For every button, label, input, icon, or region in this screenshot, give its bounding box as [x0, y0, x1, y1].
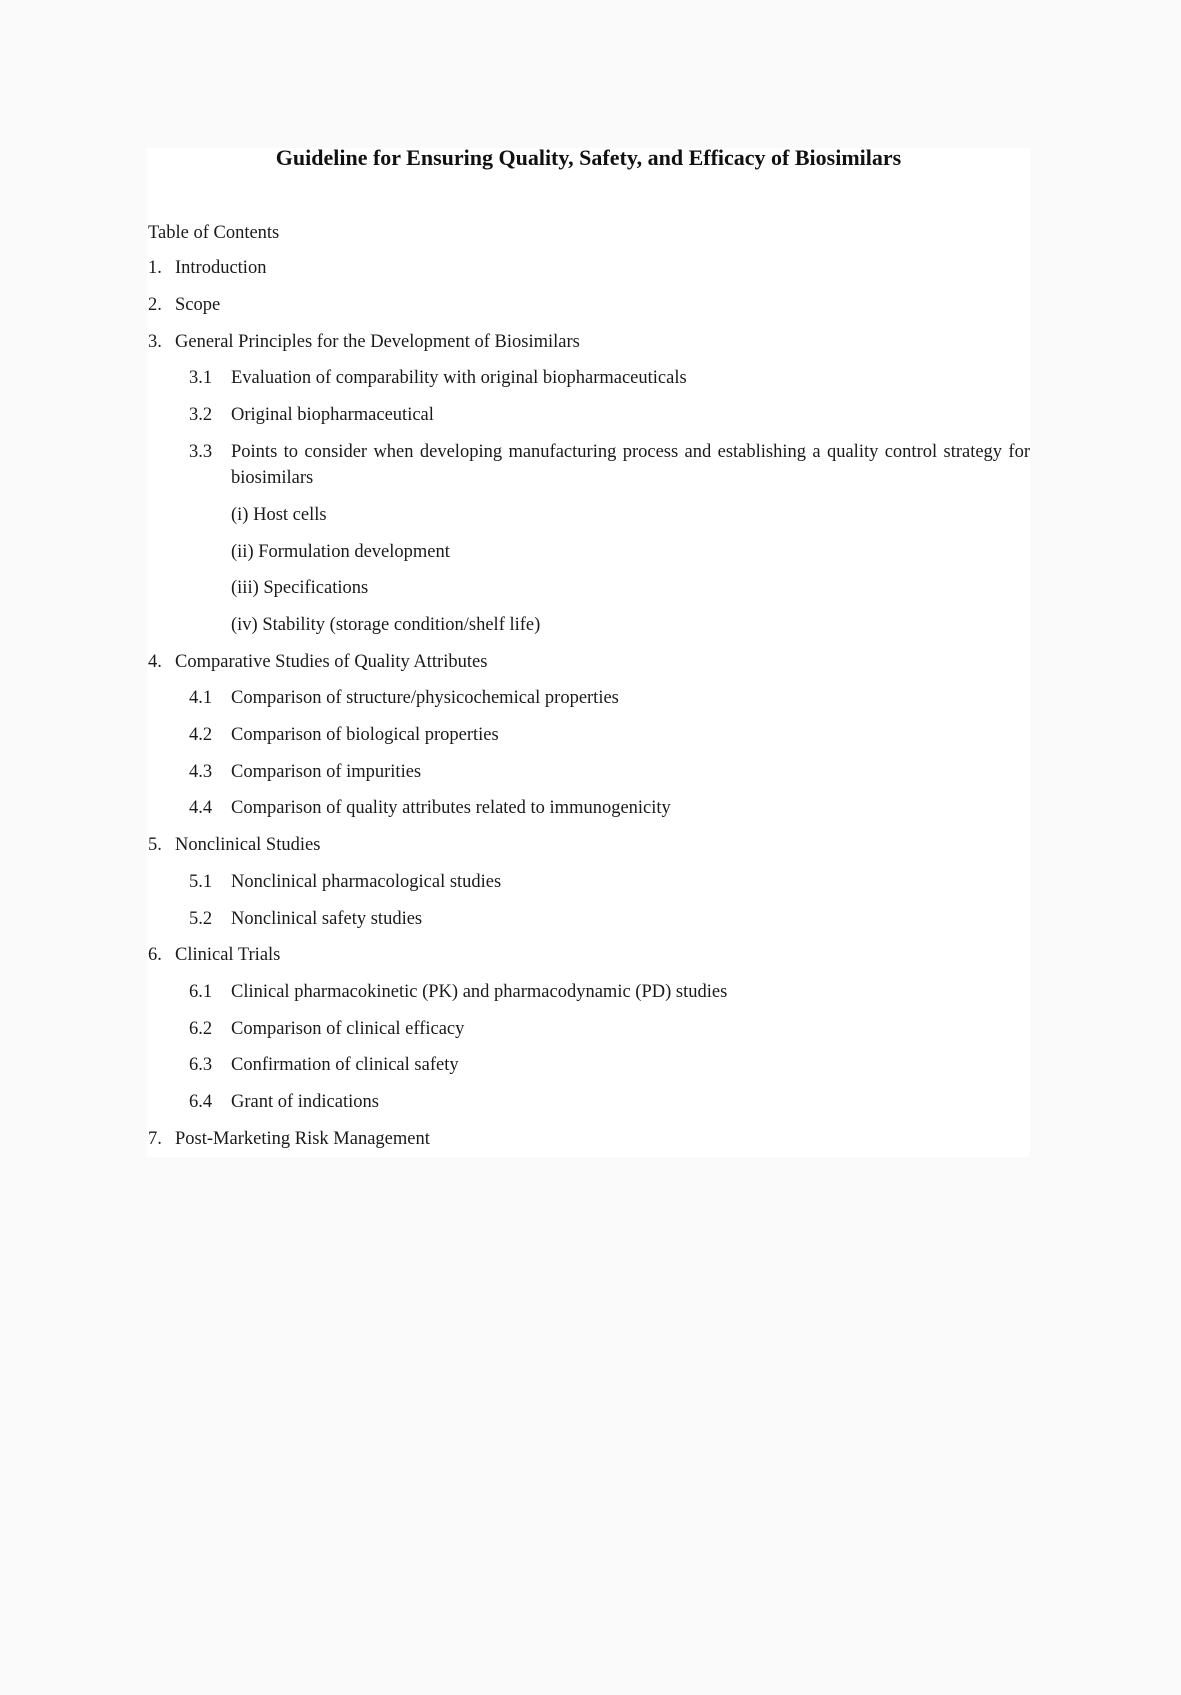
toc-item-number: 3.2: [189, 405, 213, 425]
toc-item-text: (i) Host cells: [231, 505, 327, 525]
toc-item-text: Comparison of impurities: [231, 762, 422, 782]
toc-item-text: Nonclinical safety studies: [231, 909, 423, 929]
toc-item-text: Confirmation of clinical safety: [231, 1055, 459, 1075]
toc-item-text: Post-Marketing Risk Management: [175, 1129, 430, 1149]
toc-item-text: Grant of indications: [231, 1092, 379, 1112]
toc-item-text: Comparison of biological properties: [231, 725, 499, 745]
toc-item-text: (ii) Formulation development: [231, 542, 450, 562]
toc-item-number: 4.: [148, 652, 162, 672]
toc-item-text: Clinical Trials: [175, 945, 281, 965]
toc-heading: Table of Contents: [148, 223, 280, 243]
toc-item-number: 4.4: [189, 798, 213, 818]
toc-item-text: Evaluation of comparability with original biopharmaceuticals: [231, 368, 687, 388]
toc-item-number: 5.2: [189, 909, 213, 929]
toc-item-text: Comparison of clinical efficacy: [231, 1019, 465, 1039]
toc-item-number: 6.4: [189, 1092, 213, 1112]
toc-item-number: 3.3: [189, 442, 213, 462]
toc-item-number: 2.: [148, 295, 162, 315]
toc-item-number: 7.: [148, 1129, 162, 1149]
toc-item-number: 3.1: [189, 368, 213, 388]
toc-item-number: 4.1: [189, 688, 213, 708]
toc-item-number: 6.1: [189, 982, 213, 1002]
toc-item-text: General Principles for the Development of Biosimilars: [175, 332, 580, 352]
toc-item-text: Comparative Studies of Quality Attributes: [175, 652, 488, 672]
toc-item-text: Clinical pharmacokinetic (PK) and pharmacodynamic (PD) studies: [231, 982, 728, 1002]
toc-item-text: Scope: [175, 295, 221, 315]
toc-item-text: Nonclinical Studies: [175, 835, 321, 855]
toc-item-number: 5.: [148, 835, 162, 855]
toc-item-number: 4.3: [189, 762, 213, 782]
toc-item-number: 6.3: [189, 1055, 213, 1075]
document-page: [147, 145, 1030, 1157]
toc-item-number: 6.: [148, 945, 162, 965]
toc-item-number: 4.2: [189, 725, 213, 745]
toc-item-number: 6.2: [189, 1019, 213, 1039]
document-title: Guideline for Ensuring Quality, Safety, and Efficacy of Biosimilars: [275, 145, 902, 170]
toc-item-text: Comparison of structure/physicochemical properties: [231, 688, 619, 708]
toc-item-number: 3.: [148, 332, 162, 352]
toc-item-text: Points to consider when developing manufacturing process and establishing a quality control strategy for biosimilars: [231, 442, 1030, 488]
toc-item-text: (iii) Specifications: [231, 578, 369, 598]
toc-item-text: Comparison of quality attributes related to immunogenicity: [231, 798, 671, 818]
toc-item-number: 5.1: [189, 872, 213, 892]
toc-item-text: Nonclinical pharmacological studies: [231, 872, 502, 892]
toc-item-number: 1.: [148, 258, 162, 278]
toc-item-text: (iv) Stability (storage condition/shelf life): [231, 615, 541, 635]
toc-item-text: Introduction: [175, 258, 267, 278]
toc-item-text: Original biopharmaceutical: [231, 405, 434, 425]
